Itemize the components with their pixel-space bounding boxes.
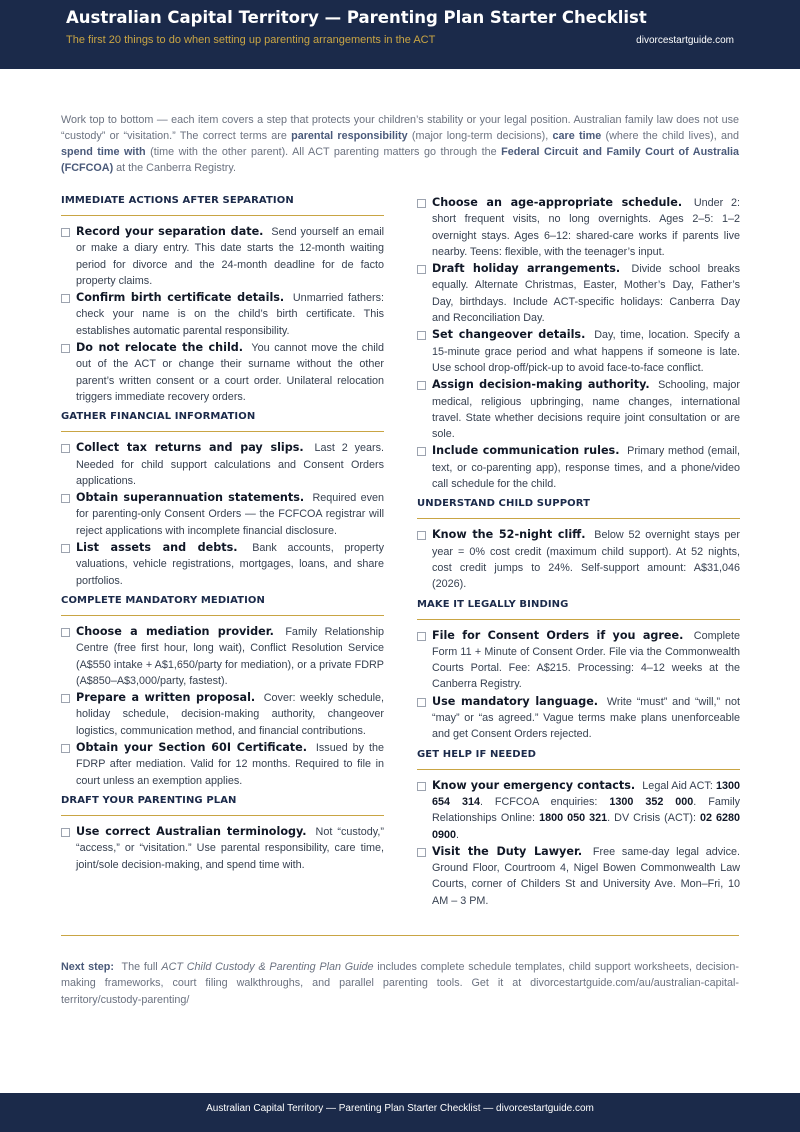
- phone-number: 1800 050 321: [539, 812, 608, 825]
- intro-term: spend time with: [61, 146, 146, 158]
- item-body: . DV Crisis (ACT):: [607, 812, 700, 825]
- intro-text: (where the child lives), and: [601, 130, 740, 142]
- item-heading: Set changeover details.: [432, 328, 586, 342]
- item-body: Under 2: short frequent visits, no long overnights. Ages 2–5: 1–2 overnight stays. Ages 6–12: shared-care works if parents live nearby. Teens: flexible, with the teenager’s input.: [432, 197, 740, 258]
- section-title-mediation: COMPLETE MANDATORY MEDIATION: [61, 595, 384, 616]
- item-body: Divide school breaks equally. Alternate Christmas, Easter, Mother’s Day, Father’s Day, birthdays. Include ACT-specific holidays: Canberra Day and Reconciliation Day.: [432, 263, 740, 325]
- page-subtitle: The first 20 things to do when setting up parenting arrangements in the ACT: [66, 34, 436, 46]
- item-body: Primary method (email, text, or co-parenting app), response times, and a phone/video call schedule for the child.: [432, 445, 740, 491]
- next-step-label: Next step:: [61, 961, 114, 973]
- item-body: Cover: weekly schedule, holiday schedule, decision-making authority, changeover logistics, communication method, and financial contributions.: [76, 692, 384, 737]
- left-column: [61, 195, 384, 874]
- checklist-item: [417, 377, 740, 442]
- intro-term: parental responsibility: [291, 130, 408, 142]
- next-step-text: includes complete schedule templates, child support worksheets, decision-making frameworks, court filing walkthroughs, and parallel parenting tools. Get it at divorcestartguide.com/au/australian-capital-territory/custody-parenting/: [61, 961, 739, 1006]
- item-heading: Do not relocate the child.: [76, 341, 244, 355]
- phone-number: 02 6280 0900: [432, 812, 741, 841]
- section-title-support: UNDERSTAND CHILD SUPPORT: [417, 498, 740, 519]
- item-heading: List assets and debts.: [76, 541, 238, 555]
- checkbox-icon[interactable]: [61, 744, 70, 753]
- item-heading: Know your emergency contacts.: [432, 778, 636, 792]
- item-body: You cannot move the child out of the ACT or change their surname without the other parent’s written consent or a court order. Unilateral relocation triggers immediate recovery orders.: [76, 342, 385, 403]
- section-title-immediate: IMMEDIATE ACTIONS AFTER SEPARATION: [61, 195, 384, 216]
- checkbox-icon[interactable]: [61, 228, 70, 237]
- item-heading: Choose an age-appropriate schedule.: [432, 196, 683, 209]
- item-body: Send yourself an email or make a diary entry. This date starts the 12-month waiting period for divorce and the 24-month deadline for de facto property claims.: [76, 226, 384, 287]
- checkbox-icon[interactable]: [417, 447, 426, 456]
- item-heading: File for Consent Orders if you agree.: [432, 628, 684, 642]
- checklist-item: [417, 778, 740, 843]
- checklist-item: [417, 844, 740, 909]
- page-header: [0, 0, 800, 69]
- section-title-binding: MAKE IT LEGALLY BINDING: [417, 599, 740, 620]
- checkbox-icon[interactable]: [417, 848, 426, 857]
- item-body: . Family Relationships Online:: [432, 795, 741, 825]
- item-body: Schooling, major medical, religious upbringing, name changes, international travel. State whether decisions require joint consultation or are sole.: [432, 379, 740, 441]
- checkbox-icon[interactable]: [61, 694, 70, 703]
- header-site-link[interactable]: divorcestartguide.com: [636, 35, 734, 46]
- intro-text: at the Canberra Registry.: [113, 162, 236, 174]
- checkbox-icon[interactable]: [417, 331, 426, 340]
- checklist-item: [417, 527, 740, 592]
- item-body: Last 2 years. Needed for child support calculations and Consent Orders applications.: [76, 442, 384, 487]
- intro-text: (time with the other parent). All ACT parenting matters go through the: [145, 146, 502, 158]
- checklist-item: [61, 340, 384, 405]
- section-divider: [61, 935, 739, 936]
- item-body: Complete Form 11 + Minute of Consent Order. File via the Commonwealth Courts Portal. Fee: A$215. Processing: 4–12 weeks at the Canberra Registry.: [432, 629, 740, 691]
- checklist-item: [61, 540, 384, 589]
- checkbox-icon[interactable]: [61, 444, 70, 453]
- item-heading: Collect tax returns and pay slips.: [76, 441, 304, 455]
- footer-text: Australian Capital Territory — Parenting Plan Starter Checklist — divorcestartguide.com: [206, 1103, 594, 1114]
- phone-number: 1300 352 000: [609, 795, 694, 808]
- checkbox-icon[interactable]: [417, 199, 426, 208]
- checkbox-icon[interactable]: [61, 628, 70, 637]
- checkbox-icon[interactable]: [417, 632, 426, 641]
- checklist-item: [417, 443, 740, 492]
- item-body: . FCFCOA enquiries:: [479, 795, 610, 808]
- checklist-item: [417, 195, 740, 260]
- intro-text: Work top to bottom — each item covers a step that protects your children’s stability or your legal position. Australian family law does not use “custody” or “visitation.” The correct terms are: [61, 114, 739, 142]
- section-title-help: GET HELP IF NEEDED: [417, 749, 740, 770]
- item-body: Bank accounts, property valuations, vehicle registrations, mortgages, loans, and share portfolios.: [76, 542, 384, 587]
- checkbox-icon[interactable]: [61, 544, 70, 553]
- checklist-item: [61, 490, 384, 539]
- next-step-text: The full: [117, 961, 162, 973]
- item-body: Family Relationship Centre (free first hour, long wait), Conflict Resolution Service (A$550 intake + A$1,650/party for mediation), or a private FDRP (A$850–A$3,000/party, fastest).: [76, 625, 384, 687]
- item-body: Legal Aid ACT:: [639, 779, 716, 792]
- item-body: Below 52 overnight stays per year = 0% cost credit (maximum child support). At 52 nights, cost credit jumps to 24%. Self-support amount: A$31,046 (2026).: [432, 529, 740, 591]
- section-title-financial: GATHER FINANCIAL INFORMATION: [61, 411, 384, 432]
- checkbox-icon[interactable]: [417, 265, 426, 274]
- checklist-item: [61, 824, 384, 873]
- item-heading: Assign decision-making authority.: [432, 378, 650, 392]
- checklist-item: [417, 694, 740, 743]
- checklist-item: [61, 690, 384, 739]
- intro-term: Federal Circuit and Family Court of Australia (FCFCOA): [61, 146, 739, 174]
- item-heading: Obtain your Section 60I Certificate.: [76, 741, 307, 755]
- checkbox-icon[interactable]: [417, 531, 426, 540]
- checklist-item: [417, 261, 740, 326]
- guide-title: ACT Child Custody & Parenting Plan Guide: [161, 961, 374, 973]
- checklist-item: [417, 327, 740, 376]
- checklist-item: [61, 224, 384, 289]
- checklist-item: [61, 624, 384, 689]
- item-body: Write “must” and “will,” not “may” or “as agreed.” Vague terms make plans unenforceable and get Consent Orders rejected.: [432, 695, 740, 741]
- right-column: [417, 195, 740, 910]
- checkbox-icon[interactable]: [417, 782, 426, 791]
- page-title: Australian Capital Territory — Parenting Plan Starter Checklist: [66, 8, 647, 27]
- intro-paragraph: [61, 112, 739, 176]
- item-body: Free same-day legal advice. Ground Floor, Courtroom 4, Nigel Bowen Commonwealth Law Courts, corner of Childers St and University Ave. Mon–Fri, 10 AM – 3 PM.: [432, 845, 740, 907]
- checklist-item: [417, 628, 740, 693]
- item-heading: Know the 52-night cliff.: [432, 528, 586, 542]
- item-heading: Confirm birth certificate details.: [76, 291, 285, 305]
- section-title-draft: DRAFT YOUR PARENTING PLAN: [61, 795, 384, 816]
- next-step-paragraph: [61, 959, 739, 1008]
- item-heading: Visit the Duty Lawyer.: [432, 844, 583, 858]
- item-heading: Include communication rules.: [432, 444, 620, 458]
- page-footer: [0, 1093, 800, 1132]
- phone-number: 1300 654 314: [432, 779, 741, 808]
- checklist-item: [61, 290, 384, 339]
- item-heading: Record your separation date.: [76, 225, 264, 238]
- item-heading: Draft holiday arrangements.: [432, 262, 621, 276]
- item-body: Day, time, location. Specify a 15-minute grace period and what happens if someone is late. Use school drop-off/pick-up to avoid face-to-face conflict.: [432, 329, 740, 374]
- intro-text: (major long-term decisions),: [407, 130, 553, 142]
- item-body: Not “custody,” “access,” or “visitation.” Use parental responsibility, care time, joint/sole decision-making, and spend time with.: [76, 825, 384, 871]
- checkbox-icon[interactable]: [61, 828, 70, 837]
- item-body: Issued by the FDRP after mediation. Valid for 12 months. Required to file in court unless an exemption applies.: [76, 742, 384, 787]
- item-heading: Obtain superannuation statements.: [76, 491, 305, 505]
- item-body: .: [456, 828, 460, 841]
- checkbox-icon[interactable]: [417, 698, 426, 707]
- checklist-item: [61, 740, 384, 789]
- item-heading: Use correct Australian terminology.: [76, 824, 307, 838]
- checkbox-icon[interactable]: [417, 381, 426, 390]
- checkbox-icon[interactable]: [61, 294, 70, 303]
- item-body: Required even for parenting-only Consent Orders — the FCFCOA registrar will reject applications with incomplete financial disclosure.: [76, 492, 385, 537]
- checkbox-icon[interactable]: [61, 494, 70, 503]
- checklist-item: [61, 440, 384, 489]
- checkbox-icon[interactable]: [61, 344, 70, 353]
- item-heading: Choose a mediation provider.: [76, 624, 274, 638]
- item-heading: Use mandatory language.: [432, 694, 599, 708]
- item-heading: Prepare a written proposal.: [76, 691, 256, 705]
- item-body: Unmarried fathers: check your name is on the child’s birth certificate. This establishes automatic parental responsibility.: [76, 292, 384, 337]
- intro-term: care time: [552, 130, 602, 142]
